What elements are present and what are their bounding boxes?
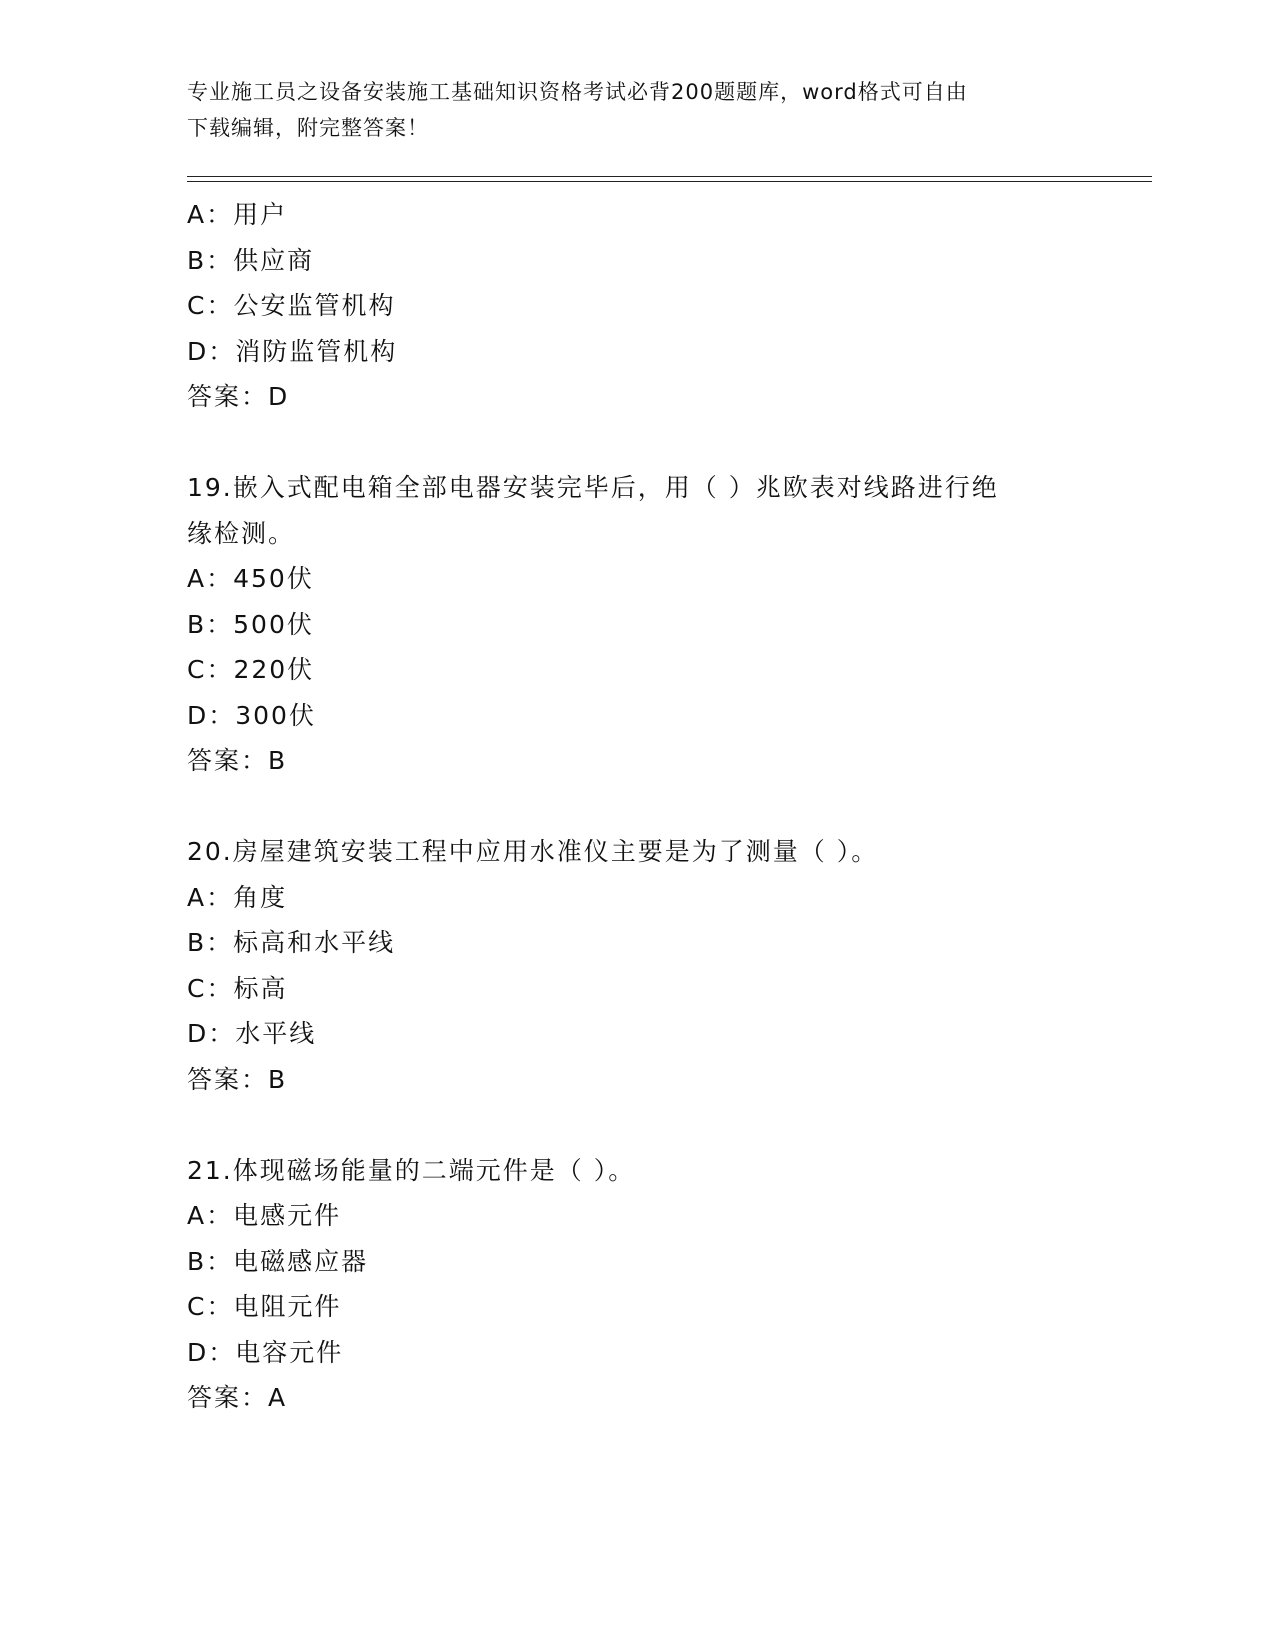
question-stem-line-2: 缘检测。 (187, 518, 296, 548)
question-list (187, 192, 1087, 1421)
question-stem-line-1: 19.嵌入式配电箱全部电器安装完毕后，用（ ）兆欧表对线路进行绝 (187, 473, 999, 502)
answer-line: 答案：B (187, 746, 288, 775)
option-c: C：电阻元件 (187, 1292, 342, 1321)
page-header (187, 74, 1067, 146)
answer-line: 答案：B (187, 1064, 288, 1094)
question-stem-line-1: 20.房屋建筑安装工程中应用水准仪主要是为了测量（ ）。 (187, 837, 879, 866)
answer-line: 答案：A (187, 1383, 288, 1412)
question-stem-line-1: 21.体现磁场能量的二端元件是（ ）。 (187, 1155, 636, 1185)
option-d: D：水平线 (187, 1019, 317, 1048)
header-divider-bottom (187, 181, 1152, 182)
header-title-line-1: 专业施工员之设备安装施工基础知识资格考试必背200题题库，word格式可自由 (187, 80, 968, 104)
answer-line: 答案：D (187, 382, 290, 411)
question-18-continued (187, 192, 1087, 420)
option-c: C：220伏 (187, 655, 315, 684)
question-20 (187, 829, 1087, 1102)
header-title-line-2: 下载编辑，附完整答案！ (187, 116, 429, 140)
option-a: A：角度 (187, 882, 288, 912)
option-c: C：公安监管机构 (187, 291, 396, 320)
option-d: D：电容元件 (187, 1337, 344, 1367)
option-a: A：450伏 (187, 564, 314, 593)
option-b: B：标高和水平线 (187, 928, 396, 957)
question-19 (187, 465, 1087, 784)
option-a: A：用户 (187, 200, 288, 229)
option-b: B：供应商 (187, 245, 315, 275)
spacer (187, 1102, 1087, 1148)
option-d: D：消防监管机构 (187, 336, 398, 366)
spacer (187, 784, 1087, 830)
option-b: B：电磁感应器 (187, 1246, 369, 1276)
option-b: B：500伏 (187, 609, 314, 639)
option-a: A：电感元件 (187, 1201, 342, 1230)
question-21 (187, 1148, 1087, 1421)
option-c: C：标高 (187, 973, 288, 1003)
option-d: D：300伏 (187, 700, 316, 730)
spacer (187, 420, 1087, 466)
header-divider-top (187, 176, 1152, 177)
